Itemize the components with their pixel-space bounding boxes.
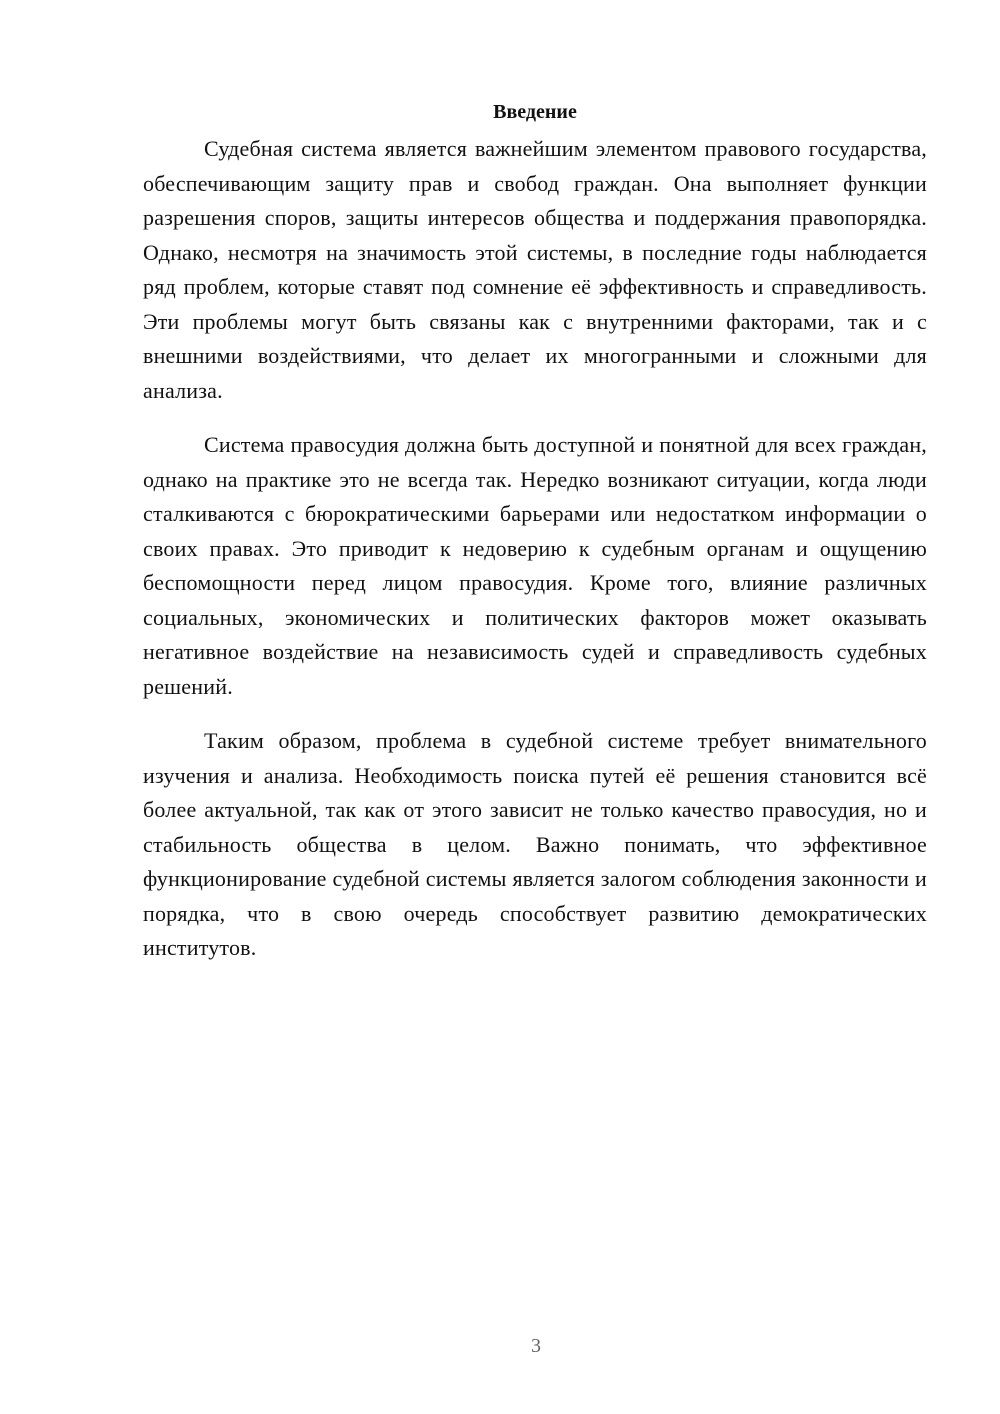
page-number: 3 bbox=[531, 1335, 541, 1357]
paragraph-2: Система правосудия должна быть доступной и понятной для всех граждан, однако на практике это не всегда так. Нередко возникают ситуации, когда люди сталкиваются с бюрократическими барьерами или недостатком информации о своих правах. Это приводит к недоверию к судебным органам и ощущению беспомощности перед лицом правосудия. Кроме того, влияние различных социальных, экономических и политических факторов может оказывать негативное воздействие на независимость судей и справедливость судебных решений. bbox=[143, 432, 927, 699]
paragraph-3: Таким образом, проблема в судебной системе требует внимательного изучения и анализа. Необходимость поиска путей её решения становится всё более актуальной, так как от этого зависит не только качество правосудия, но и стабильность общества в целом. Важно понимать, что эффективное функционирование судебной системы является залогом соблюдения законности и порядка, что в свою очередь способствует развитию демократических институтов. bbox=[143, 728, 927, 960]
section-heading: Введение bbox=[493, 101, 577, 123]
paragraph-1: Судебная система является важнейшим элементом правового государства, обеспечивающим защиту прав и свобод граждан. Она выполняет функции разрешения споров, защиты интересов общества и поддержания правопорядка. Однако, несмотря на значимость этой системы, в последние годы наблюдается ряд проблем, которые ставят под сомнение её эффективность и справедливость. Эти проблемы могут быть связаны как с внутренними факторами, так и с внешними воздействиями, что делает их многогранными и сложными для анализа. bbox=[143, 136, 927, 403]
page-content bbox=[143, 98, 927, 966]
